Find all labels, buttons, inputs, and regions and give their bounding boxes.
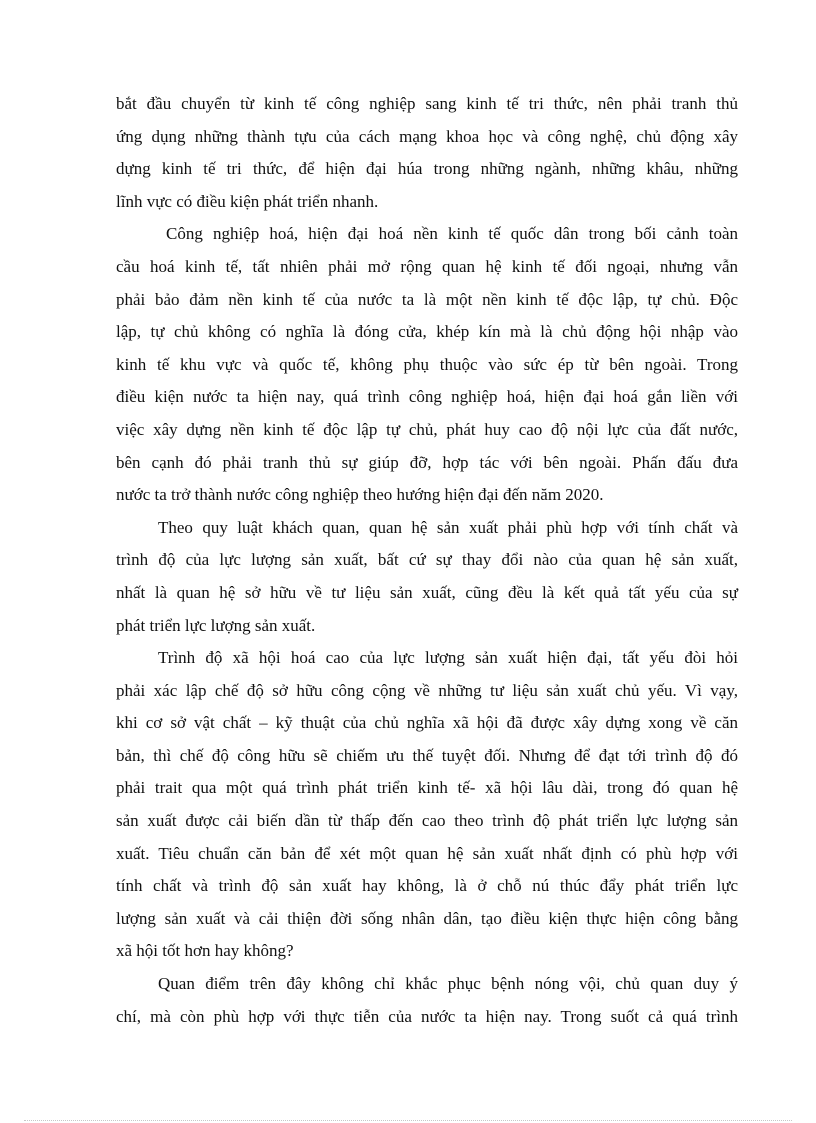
paragraph-1: [116, 88, 738, 218]
paragraph-4: [116, 642, 738, 968]
paragraph-3: [116, 512, 738, 642]
text-line: lĩnh vực có điều kiện phát triển nhanh.: [116, 191, 379, 211]
text-line: Trình độ xã hội hoá cao của lực lượng sản xuất hiện đại, tất yếu đòi hỏi: [158, 648, 738, 668]
text-line: xã hội tốt hơn hay không?: [116, 941, 294, 961]
text-line: chí, mà còn phù hợp với thực tiễn của nước ta hiện nay. Trong suốt cả quá trình: [116, 1006, 738, 1026]
text-line: xuất. Tiêu chuẩn căn bản để xét một quan hệ sản xuất nhất định có phù hợp với: [116, 843, 738, 863]
text-line: ứng dụng những thành tựu của cách mạng khoa học và công nghệ, chủ động xây: [116, 126, 738, 146]
text-line: lượng sản xuất và cải thiện đời sống nhân dân, tạo điều kiện thực hiện công bằng: [116, 908, 738, 928]
text-line: phải bảo đảm nền kinh tế của nước ta là một nền kinh tế độc lập, tự chủ. Độc: [116, 289, 738, 309]
text-line: dựng kinh tế tri thức, để hiện đại húa trong những ngành, những khâu, những: [116, 159, 738, 179]
paragraph-5: [116, 968, 738, 1033]
text-line: nhất là quan hệ sở hữu về tư liệu sản xuất, cũng đều là kết quả tất yếu của sự: [116, 582, 738, 602]
text-line: Công nghiệp hoá, hiện đại hoá nền kinh tế quốc dân trong bối cảnh toàn: [166, 224, 738, 244]
text-line: Quan điểm trên đây không chỉ khắc phục bệnh nóng vội, chủ quan duy ý: [158, 974, 738, 994]
text-line: nước ta trở thành nước công nghiệp theo hướng hiện đại đến năm 2020.: [116, 485, 604, 505]
text-line: cầu hoá kinh tế, tất nhiên phải mở rộng quan hệ kinh tế đối ngoại, nhưng vẫn: [116, 256, 738, 276]
text-line: phát triển lực lượng sản xuất.: [116, 615, 316, 635]
text-line: tính chất và trình độ sản xuất hay không, là ở chỗ nú thúc đẩy phát triển lực: [116, 876, 738, 896]
document-body: [116, 88, 738, 1033]
page-bottom-divider: [24, 1120, 792, 1121]
text-line: điều kiện nước ta hiện nay, quá trình công nghiệp hoá, hiện đại hoá gắn liền với: [116, 387, 738, 407]
text-line: trình độ của lực lượng sản xuất, bất cứ sự thay đổi nào của quan hệ sản xuất,: [116, 550, 738, 570]
text-line: việc xây dựng nền kinh tế độc lập tự chủ, phát huy cao độ nội lực của đất nước,: [116, 419, 738, 439]
text-line: phải xác lập chế độ sở hữu công cộng về những tư liệu sản xuất chủ yếu. Vì vạy,: [116, 680, 738, 700]
text-line: khi cơ sở vật chất – kỹ thuật của chủ nghĩa xã hội đã được xây dựng xong về căn: [116, 713, 738, 733]
text-line: phải trait qua một quá trình phát triển kinh tế- xã hội lâu dài, trong đó quan hệ: [116, 778, 738, 798]
text-line: kinh tế khu vực và quốc tế, không phụ thuộc vào sức ép từ bên ngoài. Trong: [116, 354, 738, 374]
text-line: bên cạnh đó phải tranh thủ sự giúp đỡ, hợp tác với bên ngoài. Phấn đấu đưa: [116, 452, 738, 472]
text-line: lập, tự chủ không có nghĩa là đóng cửa, khép kín mà là chủ động hội nhập vào: [116, 322, 738, 342]
text-line: sản xuất được cải biến dần từ thấp đến cao theo trình độ phát triển lực lượng sản: [116, 811, 738, 831]
text-line: bản, thì chế độ công hữu sẽ chiếm ưu thế tuyệt đối. Nhưng để đạt tới trình độ đó: [116, 745, 738, 765]
text-line: Theo quy luật khách quan, quan hệ sản xuất phải phù hợp với tính chất và: [158, 517, 738, 537]
text-line: bắt đầu chuyển từ kinh tế công nghiệp sang kinh tế tri thức, nên phải tranh thủ: [116, 94, 738, 113]
paragraph-2: [116, 218, 738, 511]
